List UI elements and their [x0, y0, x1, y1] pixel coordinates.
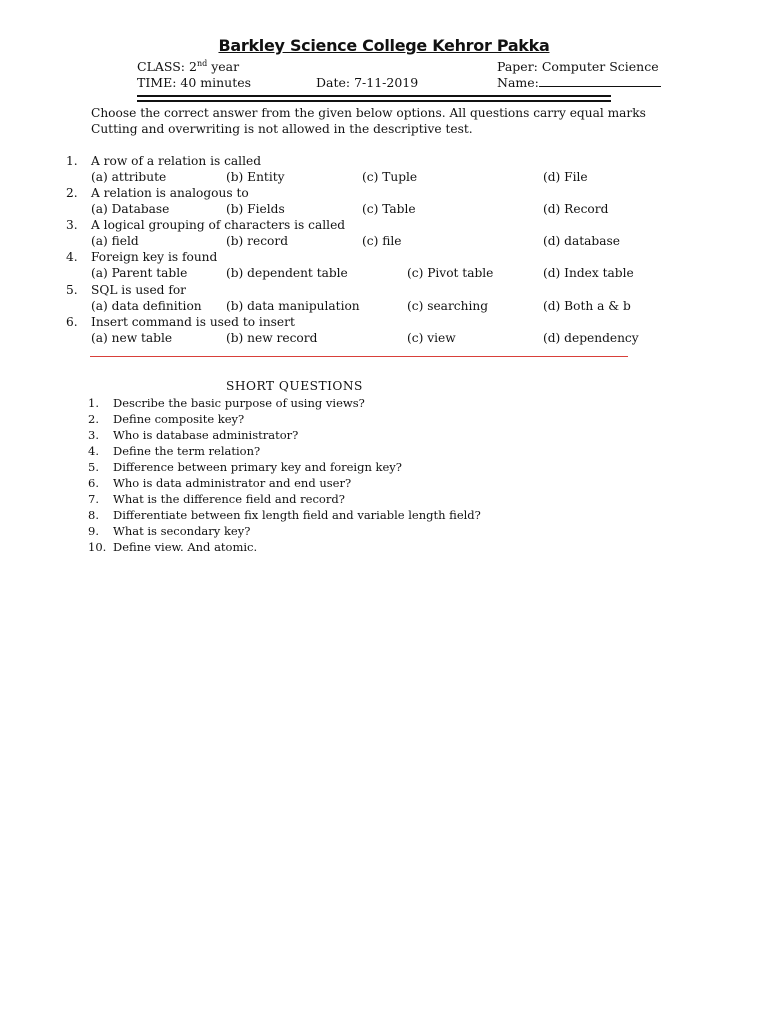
short-question-number: 9.	[88, 524, 99, 538]
mcq-question: SQL is used for	[91, 283, 187, 297]
short-question-text: What is the difference field and record?	[113, 492, 345, 506]
class-info	[137, 59, 239, 74]
instruction-line-1: Choose the correct answer from the given below options. All questions carry equal marks	[91, 106, 646, 120]
short-question-text: Describe the basic purpose of using views?	[113, 396, 365, 410]
mcq-question: A row of a relation is called	[91, 154, 261, 168]
mcq-option: (b) data manipulation	[226, 299, 360, 313]
short-question-number: 3.	[88, 428, 99, 442]
short-question-number: 6.	[88, 476, 99, 490]
mcq-option: (c) view	[407, 331, 456, 345]
mcq-option: (c) Pivot table	[407, 266, 494, 280]
time-info: TIME: 40 minutes	[137, 75, 252, 90]
mcq-number: 2.	[66, 186, 78, 200]
mcq-option: (b) new record	[226, 331, 318, 345]
short-question-text: Who is database administrator?	[113, 428, 299, 442]
short-question-number: 8.	[88, 508, 99, 522]
short-question-text: Who is data administrator and end user?	[113, 476, 352, 490]
date-info: Date: 7-11-2019	[316, 75, 419, 90]
mcq-number: 3.	[66, 218, 78, 232]
mcq-option: (b) Entity	[226, 170, 285, 184]
mcq-option: (d) Record	[543, 202, 609, 216]
short-question-number: 1.	[88, 396, 99, 410]
short-question-number: 7.	[88, 492, 99, 506]
mcq-number: 4.	[66, 250, 78, 264]
short-question-number: 5.	[88, 460, 99, 474]
short-question-text: Define the term relation?	[113, 444, 261, 458]
mcq-question: A logical grouping of characters is called	[91, 218, 346, 232]
short-question-text: What is secondary key?	[113, 524, 251, 538]
mcq-option: (a) data definition	[91, 299, 202, 313]
mcq-option: (b) record	[226, 234, 289, 248]
mcq-option: (d) dependency	[543, 331, 639, 345]
mcq-question: Foreign key is found	[91, 250, 218, 264]
name-blank-line	[539, 75, 661, 87]
mcq-option: (d) database	[543, 234, 620, 248]
mcq-number: 5.	[66, 283, 78, 297]
header-double-rule-bottom	[137, 100, 611, 102]
college-title: Barkley Science College Kehror Pakka	[218, 36, 550, 55]
name-label: Name:	[497, 75, 539, 90]
mcq-option: (a) new table	[91, 331, 173, 345]
short-question-text: Define view. And atomic.	[113, 540, 258, 554]
mcq-option: (b) dependent table	[226, 266, 348, 280]
mcq-option: (b) Fields	[226, 202, 285, 216]
mcq-option: (c) Table	[362, 202, 416, 216]
short-question-text: Differentiate between fix length field and variable length field?	[113, 508, 481, 522]
mcq-option: (c) searching	[407, 299, 488, 313]
paper-subject: Paper: Computer Science	[497, 59, 659, 74]
mcq-option: (d) Index table	[543, 266, 634, 280]
short-question-number: 4.	[88, 444, 99, 458]
class-rest: year	[207, 59, 240, 75]
short-questions-heading: SHORT QUESTIONS	[226, 379, 363, 393]
mcq-number: 1.	[66, 154, 78, 168]
mcq-option: (c) Tuple	[362, 170, 418, 184]
short-question-number: 10.	[88, 540, 107, 554]
mcq-option: (d) File	[543, 170, 588, 184]
mcq-option: (a) Parent table	[91, 266, 188, 280]
mcq-option: (d) Both a & b	[543, 299, 631, 313]
short-question-text: Difference between primary key and foreign key?	[113, 460, 402, 474]
mcq-option: (a) field	[91, 234, 139, 248]
mcq-option: (c) file	[362, 234, 402, 248]
class-label: CLASS: 2	[137, 59, 197, 75]
instruction-line-2: Cutting and overwriting is not allowed in the descriptive test.	[91, 122, 473, 136]
mcq-question: A relation is analogous to	[91, 186, 249, 200]
mcq-option: (a) Database	[91, 202, 170, 216]
short-question-text: Define composite key?	[113, 412, 245, 426]
name-field	[497, 75, 661, 90]
mcq-number: 6.	[66, 315, 78, 329]
short-question-number: 2.	[88, 412, 99, 426]
mcq-option: (a) attribute	[91, 170, 167, 184]
header-double-rule-top	[137, 95, 611, 97]
section-divider	[90, 356, 628, 357]
class-ordinal: nd	[196, 59, 208, 68]
mcq-question: Insert command is used to insert	[91, 315, 295, 329]
